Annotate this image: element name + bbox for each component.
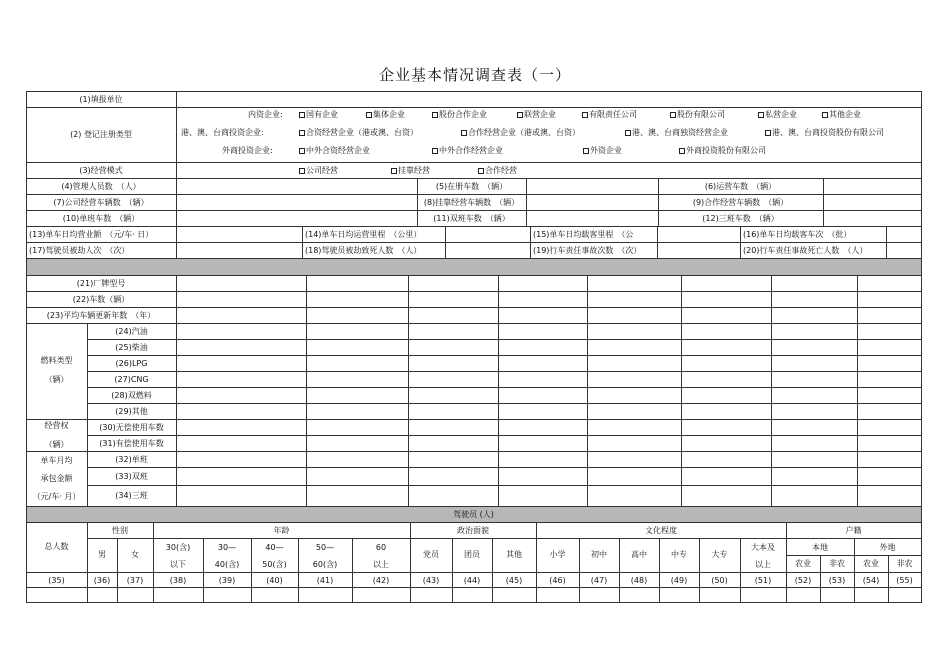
label-free-use: (30)无偿使用车数 — [99, 423, 164, 432]
table-line — [302, 226, 303, 258]
code-52: (52) — [794, 576, 812, 585]
table-line — [26, 602, 922, 603]
table-line — [26, 522, 922, 523]
table-line — [681, 275, 682, 507]
table-line — [740, 226, 741, 258]
checkbox-icon[interactable] — [679, 148, 685, 154]
checkbox-icon[interactable] — [765, 130, 771, 136]
table-line — [87, 467, 922, 468]
label-local-agri: 农业 — [795, 559, 811, 568]
code-51: (51) — [754, 576, 772, 585]
label-fuel-dual: (28)双燃料 — [111, 391, 152, 400]
code-47: (47) — [590, 576, 608, 585]
option-sino-foreign-equity[interactable]: 中外合资经营企业 — [299, 146, 370, 156]
table-line — [176, 275, 177, 507]
table-line — [26, 226, 922, 227]
table-line — [87, 339, 922, 340]
checkbox-icon[interactable] — [432, 148, 438, 154]
label-fuel-lpg: (26)LPG — [115, 359, 148, 368]
label-edu-primary: 小学 — [549, 550, 566, 559]
code-53: (53) — [828, 576, 846, 585]
label-hukou: 户籍 — [845, 526, 862, 535]
option-joint-venture[interactable]: 联营企业 — [517, 110, 556, 120]
checkbox-icon[interactable] — [758, 112, 764, 118]
label-triple-shift: (34)三班 — [115, 491, 148, 500]
option-cooperative[interactable]: 合作经营 — [478, 166, 517, 176]
table-line — [886, 226, 887, 258]
checkbox-icon[interactable] — [583, 148, 589, 154]
table-line — [26, 194, 922, 195]
option-foreign-stock[interactable]: 外商投资股份有限公司 — [679, 146, 766, 156]
label-r5-c: (9)合作经营车辆数 （辆） — [692, 198, 789, 207]
option-hkmt-sole[interactable]: 港、澳、台商独资经营企业 — [625, 128, 728, 138]
label-r7-c: (15)单车日均载客里程 （公 — [533, 230, 634, 239]
table-line — [87, 371, 922, 372]
option-collective[interactable]: 集体企业 — [366, 110, 405, 120]
checkbox-icon[interactable] — [670, 112, 676, 118]
label-foreign: 外商投资企业: — [222, 146, 273, 155]
label-education: 文化程度 — [645, 526, 677, 535]
label-local-nonagri: 非农 — [829, 559, 845, 568]
table-line — [445, 226, 446, 258]
label-r7-b: (14)单车日均运营里程 （公里） — [305, 230, 422, 239]
checkbox-icon[interactable] — [299, 148, 305, 154]
label-fuel-type: 燃料类型 — [40, 356, 73, 365]
code-44: (44) — [463, 576, 481, 585]
label-domestic: 内资企业: — [248, 110, 283, 119]
label-fuel-unit: （辆） — [44, 375, 69, 384]
label-r8-b: (18)驾驶员被劫致死人数 （人） — [305, 246, 422, 255]
table-line — [87, 485, 922, 486]
label-r8-c: (19)行车责任事故次数 （次） — [533, 246, 642, 255]
table-line — [306, 275, 307, 507]
label-contract-2: 承包金额 — [40, 474, 73, 483]
option-affiliated[interactable]: 挂靠经营 — [391, 166, 430, 176]
table-line — [530, 226, 531, 258]
checkbox-icon[interactable] — [299, 168, 305, 174]
label-operating-unit: （辆） — [44, 440, 69, 449]
label-r8-d: (20)行车责任事故死亡人数 （人） — [743, 246, 868, 255]
code-38: (38) — [169, 576, 187, 585]
label-age-1b: 以下 — [170, 560, 186, 569]
label-total-drivers: 总人数 — [44, 542, 69, 551]
table-line — [176, 91, 177, 259]
checkbox-icon[interactable] — [391, 168, 397, 174]
page-title: 企业基本情况调查表（一） — [378, 66, 571, 84]
label-r5-b: (8)挂靠经营车辆数 （辆） — [423, 198, 520, 207]
table-line — [87, 538, 786, 539]
option-joint-stock-limited[interactable]: 股份有限公司 — [670, 110, 725, 120]
label-fuel-gasoline: (24)汽油 — [115, 327, 148, 336]
label-edu-bachelor-1: 大本及 — [751, 543, 775, 552]
option-limited-liability[interactable]: 有限责任公司 — [582, 110, 637, 120]
label-age: 年龄 — [273, 526, 290, 535]
table-line — [87, 403, 922, 404]
label-r5-a: (7)公司经营车辆数 （辆） — [53, 198, 149, 207]
label-registration-type: (2) 登记注册类型 — [70, 130, 132, 139]
label-vehicle-count: (22)车数（辆） — [72, 295, 130, 304]
label-reporting-unit: (1)填报单位 — [79, 95, 123, 104]
table-line — [26, 258, 922, 259]
table-line — [26, 506, 922, 507]
table-line — [26, 162, 922, 163]
label-contract-3: （元/车· 月） — [32, 492, 81, 501]
label-contract-1: 单车月均 — [40, 456, 73, 465]
table-line — [408, 275, 409, 507]
code-46: (46) — [549, 576, 566, 585]
table-line — [857, 275, 858, 507]
label-nonlocal-agri: 农业 — [863, 559, 879, 568]
code-55: (55) — [896, 576, 913, 585]
option-private[interactable]: 私营企业 — [758, 110, 797, 120]
label-r7-a: (13)单车日均营业额 （元/车· 日） — [29, 230, 154, 239]
table-line — [579, 538, 580, 603]
code-50: (50) — [711, 576, 728, 585]
label-r6-b: (11)双班车数 （辆） — [433, 214, 510, 223]
code-36: (36) — [93, 576, 111, 585]
code-48: (48) — [630, 576, 648, 585]
code-54: (54) — [862, 576, 880, 585]
table-line — [492, 538, 493, 603]
option-state-owned[interactable]: 国有企业 — [299, 110, 338, 120]
label-r4-c: (6)运营车数 （辆） — [704, 182, 777, 191]
label-brand-model: (21)厂牌型号 — [76, 279, 126, 288]
option-hkmt-coop-jv[interactable]: 合作经营企业（港或澳、台资） — [461, 128, 580, 138]
table-line — [657, 226, 658, 258]
label-age-5b: 以上 — [373, 560, 389, 569]
label-single-shift: (32)单班 — [115, 455, 148, 464]
label-fuel-cng: (27)CNG — [114, 375, 149, 384]
driver-section-title: 驾驶员 (人) — [453, 510, 494, 519]
label-operating-right: 经营权 — [44, 421, 69, 430]
code-37: (37) — [126, 576, 144, 585]
label-hkmt: 港、澳、台商投资企业: — [181, 128, 264, 137]
code-42: (42) — [372, 576, 390, 585]
label-age-3b: 50(含) — [262, 560, 287, 569]
label-age-2b: 40(含) — [214, 560, 240, 569]
label-age-2a: 30— — [217, 543, 237, 552]
code-49: (49) — [670, 576, 688, 585]
checkbox-icon[interactable] — [582, 112, 588, 118]
label-party-member: 党员 — [423, 550, 439, 559]
table-line — [26, 291, 922, 292]
table-line — [87, 355, 922, 356]
table-line — [26, 107, 922, 108]
table-line — [26, 178, 922, 179]
checkbox-icon[interactable] — [822, 112, 828, 118]
label-local: 本地 — [812, 543, 828, 552]
label-paid-use: (31)有偿使用车数 — [99, 439, 164, 448]
code-39: (39) — [218, 576, 236, 585]
label-r6-a: (10)单班车数 （辆） — [62, 214, 140, 223]
label-politics-other: 其他 — [506, 550, 522, 559]
table-line — [498, 275, 499, 507]
code-40: (40) — [266, 576, 283, 585]
table-line — [26, 307, 922, 308]
table-line — [452, 538, 453, 603]
label-male: 男 — [98, 550, 106, 559]
table-line — [26, 210, 922, 211]
table-line — [26, 91, 922, 92]
label-league-member: 团员 — [464, 550, 480, 559]
table-line — [117, 538, 118, 603]
label-edu-bachelor-2: 以上 — [755, 560, 771, 569]
label-age-4a: 50— — [315, 543, 335, 552]
table-line — [619, 538, 620, 603]
label-politics: 政治面貌 — [457, 526, 489, 535]
table-line — [921, 91, 922, 603]
label-age-5a: 60 — [375, 543, 387, 552]
label-avg-renewal: (23)平均车辆更新年数 （年） — [46, 311, 156, 320]
checkbox-icon[interactable] — [517, 112, 523, 118]
table-line — [26, 275, 922, 276]
label-fuel-other: (29)其他 — [115, 407, 148, 416]
table-line — [26, 451, 922, 452]
label-r8-a: (17)驾驶员被劫人次 （次） — [29, 246, 130, 255]
label-r7-d: (16)单车日均载客车次 （批） — [743, 230, 852, 239]
option-hkmt-equity-jv[interactable]: 合资经营企业（港或澳、台资） — [299, 128, 418, 138]
code-45: (45) — [505, 576, 523, 585]
label-edu-senior: 高中 — [631, 550, 647, 559]
checkbox-icon[interactable] — [461, 130, 467, 136]
table-line — [87, 435, 922, 436]
label-age-4b: 60(含) — [312, 560, 338, 569]
checkbox-icon[interactable] — [299, 112, 305, 118]
label-female: 女 — [131, 550, 139, 559]
table-line — [771, 275, 772, 507]
shaded-band — [26, 259, 921, 275]
option-foreign-owned[interactable]: 外资企业 — [583, 146, 622, 156]
table-line — [26, 242, 922, 243]
label-double-shift: (33)双班 — [115, 472, 148, 481]
table-line — [26, 572, 922, 573]
checkbox-icon[interactable] — [366, 112, 372, 118]
label-r4-a: (4)管理人员数 （人） — [61, 182, 141, 191]
option-hkmt-stock[interactable]: 港、澳、台商投资股份有限公司 — [765, 128, 884, 138]
label-age-3a: 40— — [265, 543, 284, 552]
table-line — [526, 178, 527, 226]
label-r6-c: (12)三班车数 （辆） — [702, 214, 779, 223]
checkbox-icon[interactable] — [625, 130, 631, 136]
table-line — [26, 419, 922, 420]
label-age-1a: 30(含) — [165, 543, 191, 552]
label-business-mode: (3)经营模式 — [79, 166, 123, 175]
option-company-operated[interactable]: 公司经营 — [299, 166, 338, 176]
table-line — [699, 538, 700, 603]
table-line — [26, 587, 922, 588]
table-line — [26, 323, 922, 324]
table-line — [659, 538, 660, 603]
code-41: (41) — [316, 576, 334, 585]
label-nonlocal-nonagri: 非农 — [896, 559, 913, 568]
label-edu-technical: 中专 — [671, 550, 687, 559]
label-edu-college: 大专 — [711, 550, 728, 559]
option-joint-stock-coop[interactable]: 股份合作企业 — [432, 110, 487, 120]
label-gender: 性别 — [112, 526, 128, 535]
checkbox-icon[interactable] — [299, 130, 305, 136]
table-line — [823, 178, 824, 226]
code-35: (35) — [48, 576, 65, 585]
option-sino-foreign-coop[interactable]: 中外合作经营企业 — [432, 146, 503, 156]
table-line — [87, 387, 922, 388]
checkbox-icon[interactable] — [478, 168, 484, 174]
table-line — [587, 275, 588, 507]
checkbox-icon[interactable] — [432, 112, 438, 118]
label-nonlocal: 外地 — [879, 543, 896, 552]
label-edu-junior: 初中 — [591, 550, 607, 559]
label-r4-b: (5)在册车数 （辆） — [435, 182, 508, 191]
option-other[interactable]: 其他企业 — [822, 110, 861, 120]
label-fuel-diesel: (25)柴油 — [115, 343, 148, 352]
code-43: (43) — [422, 576, 440, 585]
